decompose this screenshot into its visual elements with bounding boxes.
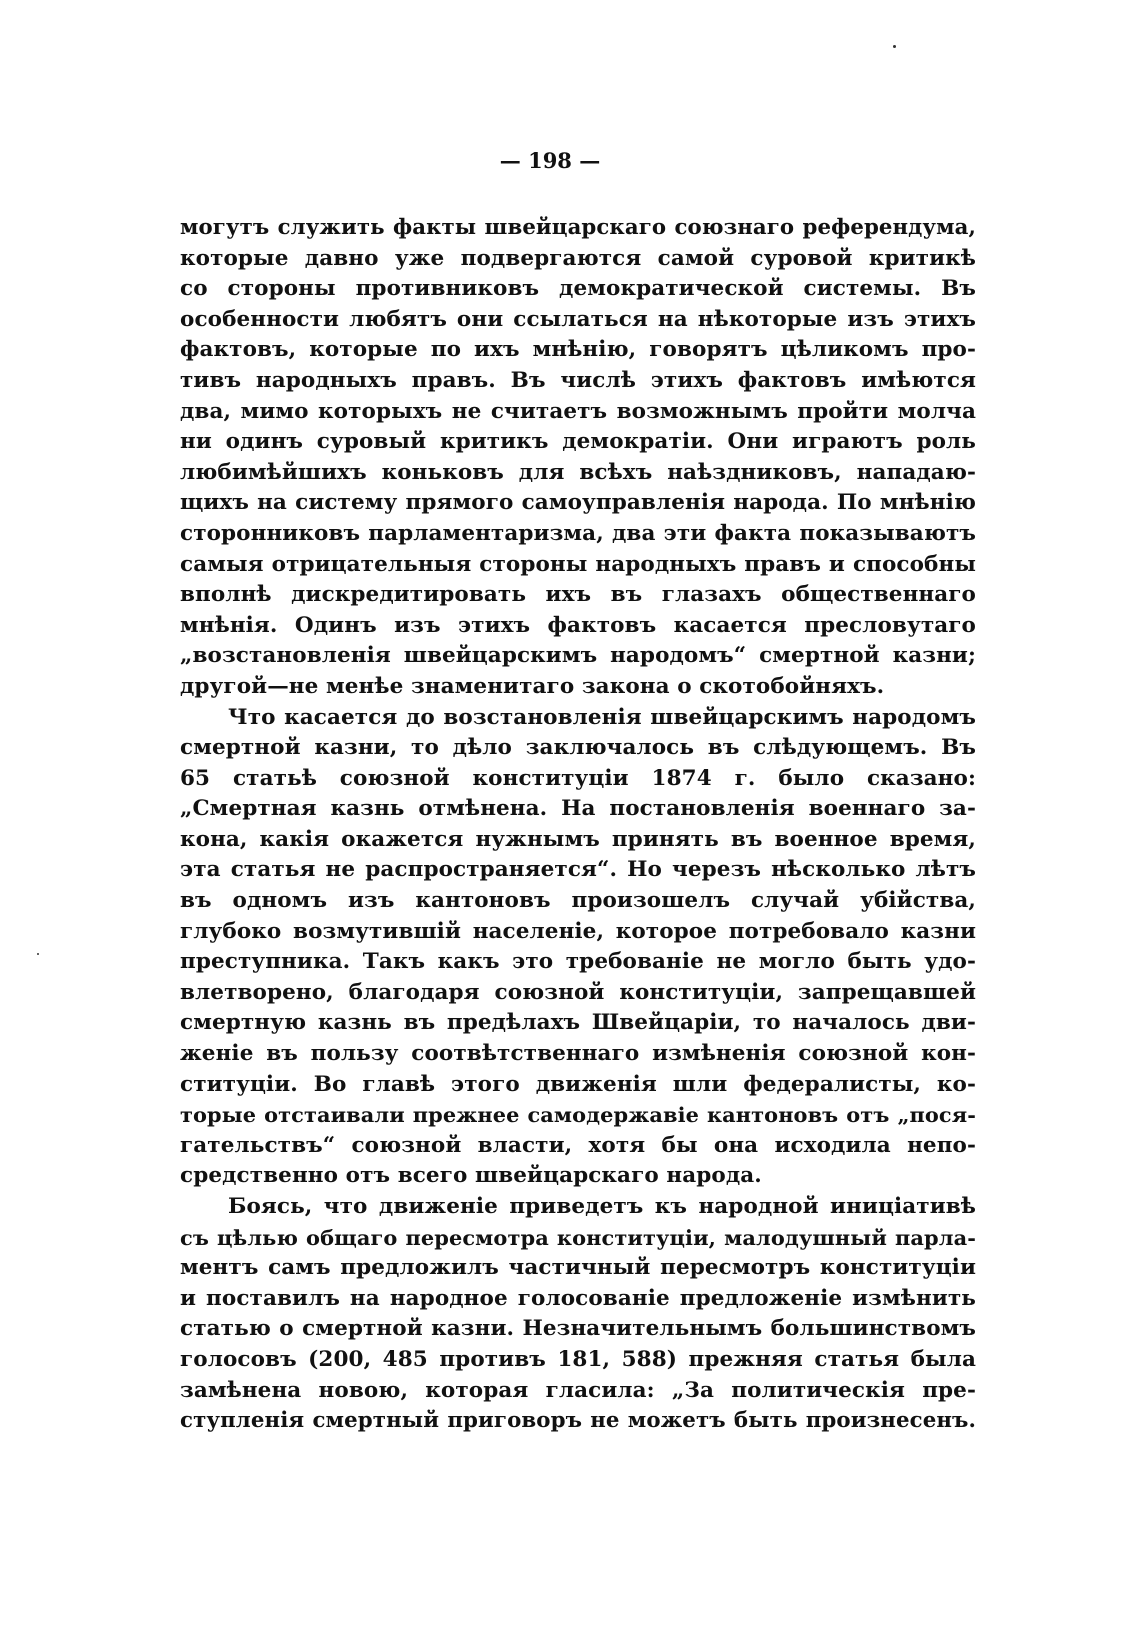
text-line: фактовъ, которые по ихъ мнѣнію, говорятъ цѣликомъ про- xyxy=(180,337,976,363)
text-line: особенности любятъ они ссылаться на нѣкоторые изъ этихъ xyxy=(180,306,976,332)
text-line: „возстановленія швейцарскимъ народомъ“ смертной казни; xyxy=(180,643,976,669)
text-line: любимѣйшихъ коньковъ для всѣхъ наѣздниковъ, нападаю- xyxy=(180,459,976,485)
text-line: замѣнена новою, которая гласила: „За политическія пре- xyxy=(180,1377,976,1403)
text-line: 65 статьѣ союзной конституціи 1874 г. было сказано: xyxy=(180,765,976,791)
text-line: влетворено, благодаря союзной конституціи, запрещавшей xyxy=(180,979,976,1005)
text-line: два, мимо которыхъ не считаетъ возможнымъ пройти молча xyxy=(180,398,976,424)
text-line: ни одинъ суровый критикъ демократіи. Они играютъ роль xyxy=(180,429,976,455)
text-line: глубоко возмутившій населеніе, которое потребовало казни xyxy=(180,918,976,944)
text-line: статью о смертной казни. Незначительнымъ большинствомъ xyxy=(180,1316,976,1342)
text-line: ментъ самъ предложилъ частичный пересмотръ конституціи xyxy=(180,1255,976,1281)
text-line: которые давно уже подвергаются самой суровой критикѣ xyxy=(180,245,976,271)
text-line: преступника. Такъ какъ это требованіе не могло быть удо- xyxy=(180,949,976,975)
text-line: съ цѣлью общаго пересмотра конституціи, малодушный парла- xyxy=(180,1224,976,1250)
text-line: „Смертная казнь отмѣнена. На постановленія военнаго за- xyxy=(180,796,976,822)
text-line: торые отстаивали прежнее самодержавіе кантоновъ отъ „пося- xyxy=(180,1102,976,1128)
print-speck xyxy=(37,953,39,955)
text-line: эта статья не распространяется“. Но черезъ нѣсколько лѣтъ xyxy=(180,857,976,883)
text-line: въ одномъ изъ кантоновъ произошелъ случай убійства, xyxy=(180,888,976,914)
text-line: кона, какія окажется нужнымъ принять въ военное время, xyxy=(180,826,976,852)
text-line: смертной казни, то дѣло заключалось въ слѣдующемъ. Въ xyxy=(180,735,976,761)
text-line: гательствъ“ союзной власти, хотя бы она исходила непо- xyxy=(180,1132,976,1158)
text-line: смертную казнь въ предѣлахъ Швейцаріи, то началось дви- xyxy=(180,1010,976,1036)
text-line: вполнѣ дискредитировать ихъ въ глазахъ общественнаго xyxy=(180,582,976,608)
text-line: самыя отрицательныя стороны народныхъ правъ и способны xyxy=(180,551,976,577)
text-line: ституціи. Во главѣ этого движенія шли федералисты, ко- xyxy=(180,1071,976,1097)
text-line: голосовъ (200, 485 противъ 181, 588) прежняя статья была xyxy=(180,1346,976,1372)
text-line: женіе въ пользу соотвѣтственнаго измѣненія союзной кон- xyxy=(180,1041,976,1067)
page-number: — 198 — xyxy=(499,148,601,173)
body-text xyxy=(180,213,976,1437)
text-line: тивъ народныхъ правъ. Въ числѣ этихъ фактовъ имѣются xyxy=(180,367,976,393)
text-line: со стороны противниковъ демократической системы. Въ xyxy=(180,276,976,302)
text-line: Что касается до возстановленія швейцарскимъ народомъ xyxy=(228,704,976,730)
print-speck xyxy=(893,45,896,48)
text-line: сторонниковъ парламентаризма, два эти факта показываютъ xyxy=(180,520,976,546)
text-line: мнѣнія. Одинъ изъ этихъ фактовъ касается пресловутаго xyxy=(180,612,976,638)
text-line: Боясь, что движеніе приведетъ къ народной иниціативѣ xyxy=(228,1194,976,1219)
text-line: ступленія смертный приговоръ не можетъ быть произнесенъ. xyxy=(180,1408,976,1434)
text-line: и поставилъ на народное голосованіе предложеніе измѣнить xyxy=(180,1285,976,1311)
text-line: щихъ на систему прямого самоуправленія народа. По мнѣнію xyxy=(180,490,976,516)
text-line: могутъ служить факты швейцарскаго союзнаго референдума, xyxy=(180,215,976,240)
text-line: средственно отъ всего швейцарскаго народа. xyxy=(180,1163,762,1189)
text-line: другой—не менѣе знаменитаго закона о скотобойняхъ. xyxy=(180,673,885,699)
